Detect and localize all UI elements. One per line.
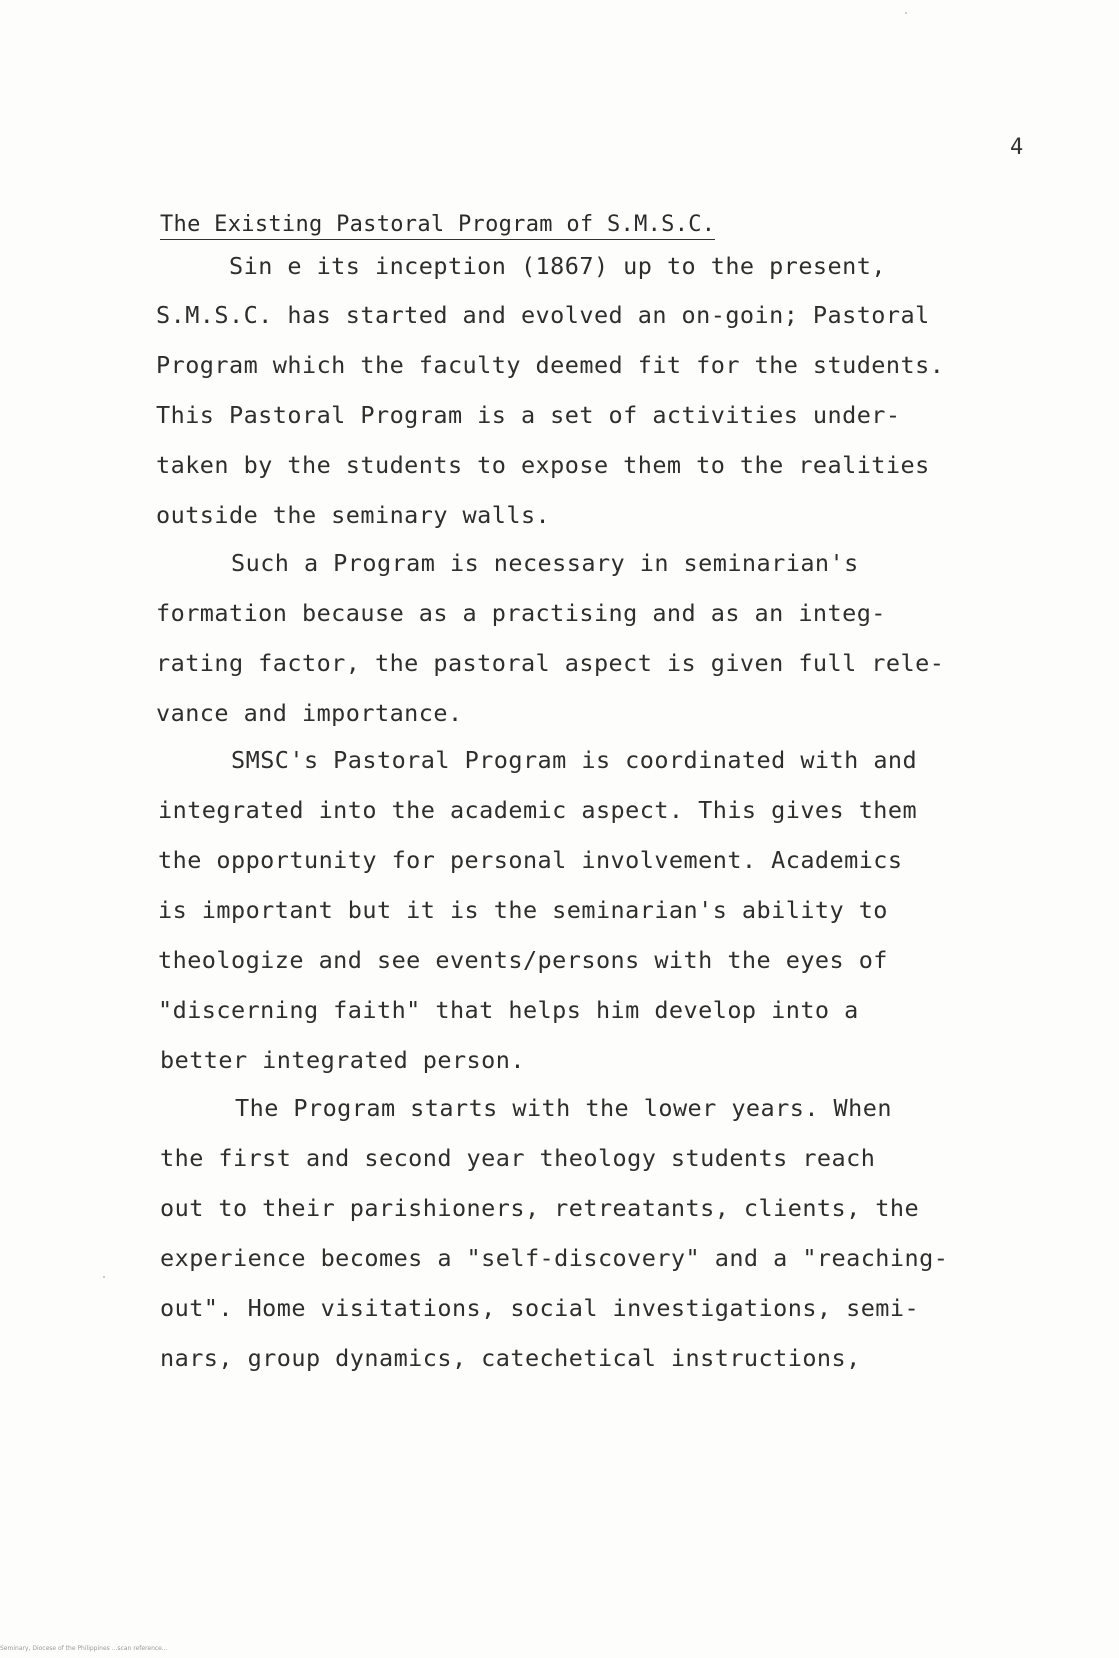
paragraph-line: rating factor, the pastoral aspect is given full rele- bbox=[156, 649, 945, 677]
paragraph-line: the first and second year theology students reach bbox=[160, 1144, 876, 1172]
paragraph-line: Sin e its inception (1867) up to the present, bbox=[229, 252, 886, 280]
scan-footer: Seminary, Diocese of the Philippines ...scan reference... bbox=[0, 1645, 168, 1652]
section-heading: The Existing Pastoral Program of S.M.S.C. bbox=[160, 212, 715, 240]
paragraph-line: outside the seminary walls. bbox=[156, 501, 551, 529]
paragraph-line: theologize and see events/persons with the eyes of bbox=[158, 946, 888, 974]
paragraph-line: "discerning faith" that helps him develop into a bbox=[158, 996, 859, 1024]
paragraph-line: out to their parishioners, retreatants, clients, the bbox=[160, 1194, 920, 1222]
page-number: 4 bbox=[1010, 135, 1024, 160]
paragraph-line: Such a Program is necessary in seminarian's bbox=[231, 549, 859, 577]
paragraph-line: SMSC's Pastoral Program is coordinated with and bbox=[231, 746, 918, 774]
paragraph-line: is important but it is the seminarian's ability to bbox=[158, 896, 888, 924]
scan-speck bbox=[103, 1276, 105, 1278]
paragraph-line: This Pastoral Program is a set of activities under- bbox=[156, 401, 901, 429]
paragraph-line: vance and importance. bbox=[156, 699, 463, 727]
paragraph-line: experience becomes a "self-discovery" and a "reaching- bbox=[160, 1244, 949, 1272]
paragraph-line: integrated into the academic aspect. This gives them bbox=[158, 796, 918, 824]
paragraph-line: out". Home visitations, social investigations, semi- bbox=[160, 1294, 920, 1322]
paragraph-line: The Program starts with the lower years. When bbox=[235, 1094, 892, 1122]
paragraph-line: nars, group dynamics, catechetical instructions, bbox=[160, 1344, 861, 1372]
paragraph-line: taken by the students to expose them to the realities bbox=[156, 451, 930, 479]
paragraph-line: formation because as a practising and as an integ- bbox=[156, 599, 886, 627]
paragraph-line: better integrated person. bbox=[160, 1046, 525, 1074]
paragraph-line: Program which the faculty deemed fit for the students. bbox=[156, 351, 945, 379]
paragraph-line: the opportunity for personal involvement. Academics bbox=[158, 846, 903, 874]
scan-speck bbox=[905, 12, 907, 14]
paragraph-line: S.M.S.C. has started and evolved an on-goin; Pastoral bbox=[156, 301, 930, 329]
